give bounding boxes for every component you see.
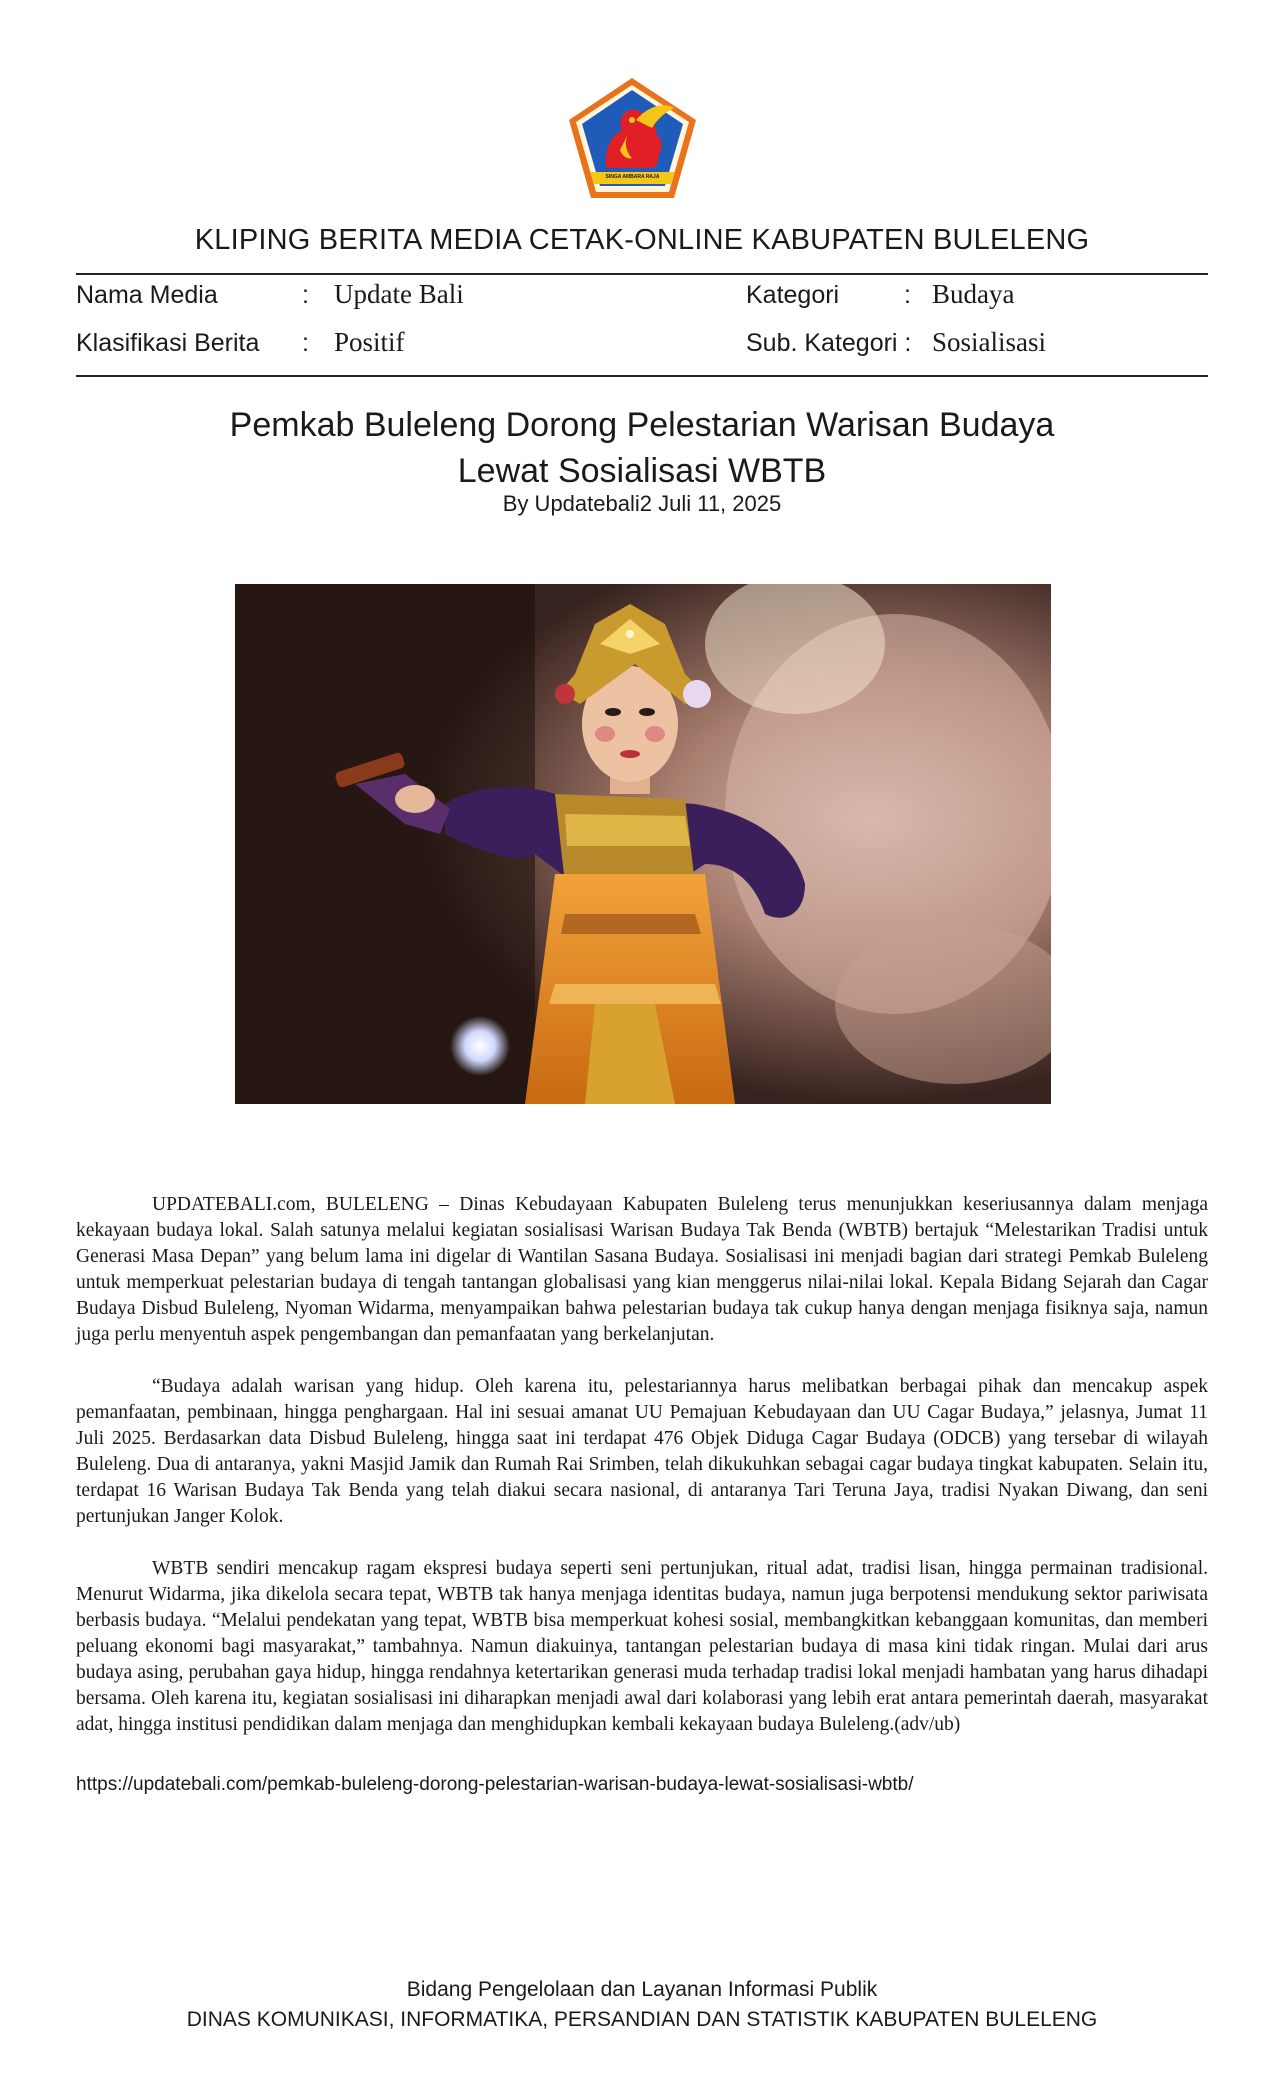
article-paragraph-3: WBTB sendiri mencakup ragam ekspresi budaya seperti seni pertunjukan, ritual adat, tradisi lisan, hingga permainan tradisional. Menurut Widarma, jika dikelola secara tepat, WBTB tak hanya menjaga identitas budaya, namun juga berpotensi mendukung sektor pariwisata berbasis budaya. “Melalui pendekatan yang tepat, WBTB bisa memperkuat kohesi sosial, membangkitkan kebanggaan komunitas, dan memberi peluang ekonomi bagi masyarakat,” tambahnya. Namun diakuinya, tantangan pelestarian budaya di masa kini tidak ringan. Mulai dari arus budaya asing, perubahan gaya hidup, hingga rendahnya ketertarikan generasi muda terhadap tradisi lokal menjadi hambatan yang harus dihadapi bersama. Oleh karena itu, kegiatan sosialisasi ini diharapkan menjadi awal dari kolaborasi yang lebih erat antara pemerintah daerah, masyarakat adat, hingga institusi pendidikan dalam menjaga dan menghidupkan kembali kekayaan budaya Buleleng.(adv/ub)	[76, 1558, 1208, 1735]
meta-bottom-rule	[76, 375, 1208, 377]
article-title-line1: Pemkab Buleleng Dorong Pelestarian Warisan Budaya	[229, 406, 1055, 444]
article-body	[76, 1192, 1208, 1764]
balinese-dancer-photo	[235, 584, 1051, 1104]
nama-media-label: Nama Media	[76, 281, 218, 309]
klasifikasi-value: Positif	[334, 327, 405, 357]
meta-row-nama-media	[76, 281, 676, 315]
article-title-line2: Lewat Sosialisasi WBTB	[457, 452, 827, 490]
footer-dinas: DINAS KOMUNIKASI, INFORMATIKA, PERSANDIAN DAN STATISTIK KABUPATEN BULELENG	[186, 2008, 1098, 2031]
logo-emblem-svg	[566, 76, 699, 200]
article-paragraph-2: “Budaya adalah warisan yang hidup. Oleh karena itu, pelestariannya harus melibatkan berbagai pihak dan mencakup aspek pemanfaatan, pembinaan, hingga penghargaan. Hal ini sesuai amanat UU Pemajuan Kebudayaan dan UU Cagar Budaya,” jelasnya, Jumat 11 Juli 2025. Berdasarkan data Disbud Buleleng, hingga saat ini terdapat 476 Objek Diduga Cagar Budaya (ODCB) yang tersebar di wilayah Buleleng. Dua di antaranya, yakni Masjid Jamik dan Rumah Rai Srimben, telah dikukuhkan sebagai cagar budaya tingkat kabupaten. Selain itu, terdapat 16 Warisan Budaya Tak Benda yang telah diakui secara nasional, di antaranya Tari Teruna Jaya, tradisi Nyakan Diwang, dan seni pertunjukan Janger Kolok.	[76, 1376, 1208, 1527]
header-top-rule	[76, 273, 1208, 275]
kliping-header-title: KLIPING BERITA MEDIA CETAK-ONLINE KABUPATEN BULELENG	[194, 224, 1090, 256]
klasifikasi-label: Klasifikasi Berita	[76, 329, 260, 357]
sub-kategori-label: Sub. Kategori :	[746, 329, 912, 357]
meta-row-kategori	[746, 281, 1206, 315]
nama-media-colon: :	[302, 281, 309, 309]
sub-kategori-value: Sosialisasi	[932, 327, 1047, 357]
article-byline: By Updatebali2 Juli 11, 2025	[502, 491, 782, 516]
photo-illustration	[235, 584, 1051, 1104]
source-url-link[interactable]: https://updatebali.com/pemkab-buleleng-dorong-pelestarian-warisan-budaya-lewat-sosialisasi-wbtb/	[76, 1774, 914, 1795]
meta-row-sub-kategori	[746, 329, 1206, 363]
meta-row-klasifikasi	[76, 329, 676, 363]
klasifikasi-colon: :	[302, 329, 309, 357]
footer-bidang: Bidang Pengelolaan dan Layanan Informasi Publik	[406, 1978, 878, 2001]
article-paragraph-1: UPDATEBALI.com, BULELENG – Dinas Kebudayaan Kabupaten Buleleng terus menunjukkan keseriusannya dalam menjaga kekayaan budaya lokal. Salah satunya melalui kegiatan sosialisasi Warisan Budaya Tak Benda (WBTB) bertajuk “Melestarikan Tradisi untuk Generasi Masa Depan” yang belum lama ini digelar di Wantilan Sasana Budaya. Sosialisasi ini menjadi bagian dari strategi Pemkab Buleleng untuk memperkuat pelestarian budaya di tengah tantangan globalisasi yang kian menggerus nilai-nilai lokal. Kepala Bidang Sejarah dan Cagar Budaya Disbud Buleleng, Nyoman Widarma, menyampaikan bahwa pelestarian budaya tak cukup hanya dengan menjaga fisiknya saja, namun juga perlu menyentuh aspek pengembangan dan pemanfaatan yang berkelanjutan.	[76, 1194, 1208, 1345]
kategori-value: Budaya	[932, 279, 1015, 309]
article-title	[76, 402, 1208, 494]
kategori-label: Kategori	[746, 281, 840, 309]
logo-text: SINGA AMBARA RAJA	[605, 174, 660, 180]
kategori-colon: :	[904, 281, 911, 309]
singa-ambara-raja-logo-icon	[566, 76, 699, 200]
nama-media-value: Update Bali	[334, 279, 464, 309]
